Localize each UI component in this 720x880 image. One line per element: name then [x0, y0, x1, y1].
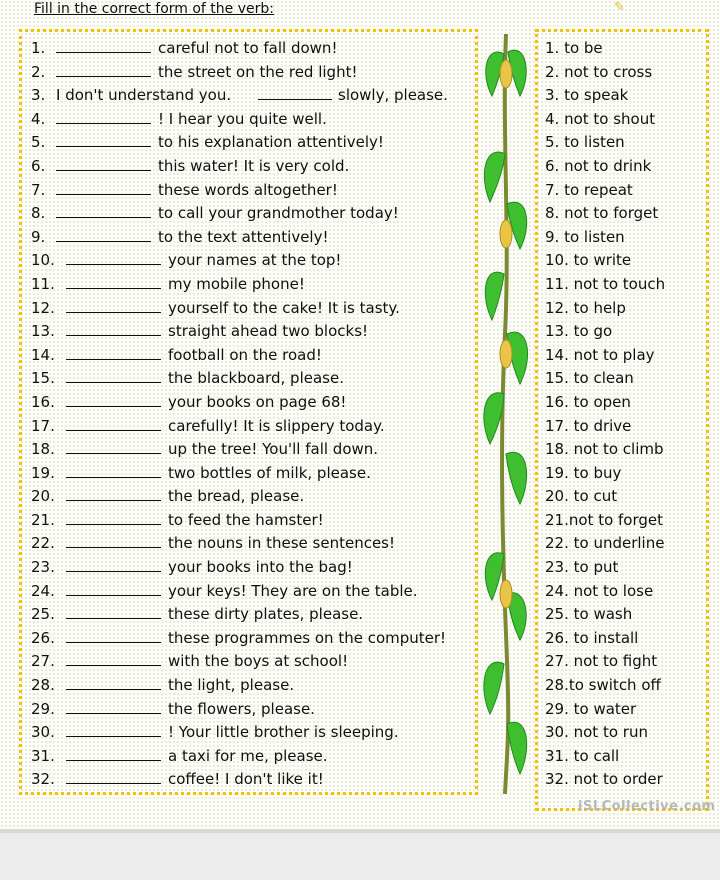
answer-blank[interactable]	[56, 155, 151, 171]
exercise-row	[0, 462, 720, 486]
exercise-number: 18.	[31, 440, 55, 459]
verb-hint: 15. to clean	[545, 369, 634, 388]
exercise-row	[0, 509, 720, 533]
exercise-row	[0, 179, 720, 203]
exercise-number: 2.	[31, 62, 46, 81]
exercise-number: 30.	[31, 723, 55, 742]
exercise-number: 6.	[31, 156, 46, 175]
answer-blank[interactable]	[66, 627, 161, 643]
exercise-row	[0, 721, 720, 745]
exercise-row	[0, 768, 720, 792]
exercise-list	[0, 37, 720, 792]
bottom-strip	[0, 829, 720, 833]
exercise-row	[0, 131, 720, 155]
answer-blank[interactable]	[258, 84, 332, 100]
verb-hint: 4. not to shout	[545, 109, 656, 128]
exercise-row	[0, 108, 720, 132]
verb-hint: 11. not to touch	[545, 274, 666, 293]
exercise-number: 9.	[31, 227, 46, 246]
exercise-row	[0, 745, 720, 769]
verb-hint: 18. not to climb	[545, 440, 664, 459]
exercise-number: 31.	[31, 746, 55, 765]
verb-hint: 1. to be	[545, 39, 603, 57]
exercise-row	[0, 415, 720, 439]
exercise-number: 26.	[31, 628, 55, 647]
exercise-sentence: to feed the hamster!	[168, 510, 324, 529]
verb-hint: 13. to go	[545, 322, 613, 341]
verb-hint: 12. to help	[545, 298, 626, 317]
verb-hint: 26. to install	[545, 628, 639, 647]
exercise-row	[0, 297, 720, 321]
verb-hint: 30. not to run	[545, 723, 648, 742]
exercise-row	[0, 698, 720, 722]
exercise-number: 10.	[31, 251, 55, 270]
exercise-row	[0, 273, 720, 297]
answer-blank[interactable]	[56, 226, 151, 242]
exercise-row	[0, 438, 720, 462]
verb-hint: 32. not to order	[545, 770, 663, 789]
exercise-sentence: your books on page 68!	[168, 392, 347, 411]
verb-hint: 10. to write	[545, 251, 632, 270]
verb-hint: 22. to underline	[545, 534, 665, 553]
verb-hint: 31. to call	[545, 746, 620, 765]
answer-blank[interactable]	[56, 108, 151, 124]
exercise-number: 11.	[31, 274, 55, 293]
exercise-number: 16.	[31, 392, 55, 411]
verb-hint: 5. to listen	[545, 133, 625, 152]
exercise-sentence: ! Your little brother is sleeping.	[168, 723, 399, 742]
answer-blank[interactable]	[66, 462, 161, 478]
verb-hint: 14. not to play	[545, 345, 655, 364]
exercise-row	[0, 580, 720, 604]
exercise-number: 24.	[31, 581, 55, 600]
exercise-sentence: the street on the red light!	[158, 62, 358, 81]
exercise-sentence: two bottles of milk, please.	[168, 463, 371, 482]
answer-blank[interactable]	[66, 556, 161, 572]
verb-hint: 16. to open	[545, 392, 631, 411]
exercise-row	[0, 155, 720, 179]
exercise-row	[0, 84, 720, 108]
verb-hint: 9. to listen	[545, 227, 625, 246]
answer-blank[interactable]	[66, 320, 161, 336]
verb-hint: 19. to buy	[545, 463, 622, 482]
exercise-sentence: the light, please.	[168, 676, 295, 695]
exercise-number: 17.	[31, 416, 55, 435]
verb-hint: 24. not to lose	[545, 581, 654, 600]
worksheet-title: Fill in the correct form of the verb:	[34, 1, 274, 17]
exercise-number: 3.	[31, 86, 46, 105]
verb-hint: 27. not to fight	[545, 652, 658, 671]
exercise-sentence: my mobile phone!	[168, 274, 305, 293]
answer-blank[interactable]	[66, 391, 161, 407]
exercise-number: 22.	[31, 534, 55, 553]
answer-blank[interactable]	[66, 509, 161, 525]
exercise-number: 32.	[31, 770, 55, 789]
exercise-sentence: the flowers, please.	[168, 699, 315, 718]
exercise-number: 23.	[31, 558, 55, 577]
exercise-sentence: careful not to fall down!	[158, 39, 338, 57]
exercise-number: 7.	[31, 180, 46, 199]
exercise-sentence: carefully! It is slippery today.	[168, 416, 385, 435]
exercise-row	[0, 320, 720, 344]
exercise-number: 21.	[31, 510, 55, 529]
answer-blank[interactable]	[66, 438, 161, 454]
exercise-sentence: your books into the bag!	[168, 558, 353, 577]
answer-blank[interactable]	[66, 721, 161, 737]
exercise-sentence: football on the road!	[168, 345, 322, 364]
exercise-sentence: your names at the top!	[168, 251, 342, 270]
answer-blank[interactable]	[66, 367, 161, 383]
exercise-sentence: up the tree! You'll fall down.	[168, 440, 379, 459]
verb-hint: 29. to water	[545, 699, 637, 718]
verb-hint: 7. to repeat	[545, 180, 633, 199]
answer-blank[interactable]	[66, 698, 161, 714]
exercise-number: 29.	[31, 699, 55, 718]
verb-hint: 17. to drive	[545, 416, 632, 435]
exercise-row	[0, 226, 720, 250]
exercise-sentence: to his explanation attentively!	[158, 133, 384, 152]
exercise-row	[0, 556, 720, 580]
exercise-prefix: I don't understand you.	[56, 86, 232, 105]
exercise-sentence: coffee! I don't like it!	[168, 770, 324, 789]
exercise-number: 28.	[31, 676, 55, 695]
answer-blank[interactable]	[66, 532, 161, 548]
answer-blank[interactable]	[56, 202, 151, 218]
exercise-number: 15.	[31, 369, 55, 388]
verb-hint: 23. to put	[545, 558, 619, 577]
exercise-sentence: the blackboard, please.	[168, 369, 344, 388]
exercise-row	[0, 603, 720, 627]
exercise-row	[0, 367, 720, 391]
exercise-row	[0, 344, 720, 368]
exercise-number: 19.	[31, 463, 55, 482]
answer-blank[interactable]	[56, 179, 151, 195]
exercise-sentence: these programmes on the computer!	[168, 628, 447, 647]
exercise-number: 5.	[31, 133, 46, 152]
verb-hint: 28.to switch off	[545, 676, 661, 695]
answer-blank[interactable]	[66, 273, 161, 289]
exercise-number: 4.	[31, 109, 46, 128]
exercise-sentence: a taxi for me, please.	[168, 746, 328, 765]
verb-hint: 25. to wash	[545, 605, 633, 624]
exercise-sentence: your keys! They are on the table.	[168, 581, 418, 600]
exercise-sentence: this water! It is very cold.	[158, 156, 350, 175]
exercise-row	[0, 650, 720, 674]
exercise-number: 12.	[31, 298, 55, 317]
exercise-row	[0, 249, 720, 273]
answer-blank[interactable]	[66, 650, 161, 666]
exercise-number: 25.	[31, 605, 55, 624]
exercise-row	[0, 485, 720, 509]
verb-hint: 8. not to forget	[545, 204, 659, 223]
exercise-sentence: yourself to the cake! It is tasty.	[168, 298, 400, 317]
verb-hint: 3. to speak	[545, 86, 629, 105]
answer-blank[interactable]	[66, 249, 161, 265]
exercise-row	[0, 532, 720, 556]
exercise-sentence: to call your grandmother today!	[158, 204, 399, 223]
exercise-sentence: these words altogether!	[158, 180, 338, 199]
exercise-row	[0, 674, 720, 698]
answer-blank[interactable]	[66, 415, 161, 431]
exercise-number: 27.	[31, 652, 55, 671]
exercise-sentence: slowly, please.	[338, 86, 448, 105]
exercise-row	[0, 202, 720, 226]
exercise-row	[0, 37, 720, 61]
exercise-sentence: the bread, please.	[168, 487, 305, 506]
exercise-number: 8.	[31, 204, 46, 223]
answer-blank[interactable]	[66, 768, 161, 784]
exercise-number: 20.	[31, 487, 55, 506]
exercise-sentence: with the boys at school!	[168, 652, 349, 671]
exercise-number: 1.	[31, 39, 46, 57]
answer-blank[interactable]	[56, 37, 151, 53]
answer-blank[interactable]	[66, 674, 161, 690]
verb-hint: 21.not to forget	[545, 510, 664, 529]
answer-blank[interactable]	[66, 485, 161, 501]
exercise-number: 13.	[31, 322, 55, 341]
exercise-sentence: straight ahead two blocks!	[168, 322, 369, 341]
exercise-sentence: these dirty plates, please.	[168, 605, 364, 624]
exercise-row	[0, 627, 720, 651]
decor-mark-icon: ✎	[614, 0, 625, 15]
answer-blank[interactable]	[66, 344, 161, 360]
verb-hint: 6. not to drink	[545, 156, 652, 175]
answer-blank[interactable]	[66, 603, 161, 619]
answer-blank[interactable]	[66, 297, 161, 313]
answer-blank[interactable]	[66, 745, 161, 761]
answer-blank[interactable]	[56, 131, 151, 147]
exercise-number: 14.	[31, 345, 55, 364]
exercise-sentence: the nouns in these sentences!	[168, 534, 396, 553]
answer-blank[interactable]	[66, 580, 161, 596]
exercise-sentence: ! I hear you quite well.	[158, 109, 327, 128]
verb-hint: 2. not to cross	[545, 62, 653, 81]
answer-blank[interactable]	[56, 61, 151, 77]
exercise-row	[0, 61, 720, 85]
watermark: iSLCollective.com	[578, 799, 716, 814]
verb-hint: 20. to cut	[545, 487, 618, 506]
exercise-sentence: to the text attentively!	[158, 227, 329, 246]
exercise-row	[0, 391, 720, 415]
